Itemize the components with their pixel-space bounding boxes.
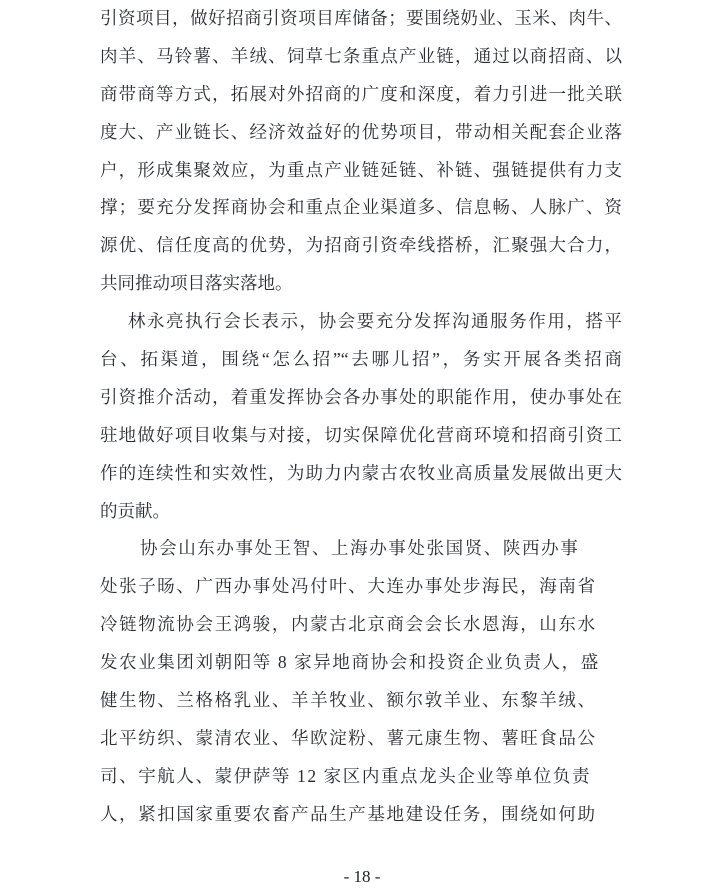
text-line: 作的连续性和实效性，为助力内蒙古农牧业高质量发展做出更大 [100,462,622,483]
text-line: 发农业集团刘朝阳等 8 家异地商协会和投资企业负责人，盛 [100,652,600,673]
text-line: 健生物、兰格格乳业、羊羊牧业、额尔敦羊业、东黎羊绒、 [100,690,597,711]
text-line: 户，形成集聚效应，为重点产业链延链、补链、强链提供有力支 [100,159,622,180]
paragraph-2 [100,303,622,530]
text-line: 北平纺织、蒙清农业、华欧淀粉、薯元康生物、薯旺食品公 [100,727,597,748]
text-line: 引资项目，做好招商引资项目库储备；要围绕奶业、玉米、肉牛、 [100,8,622,28]
text-line: 冷链物流协会王鸿骏，内蒙古北京商会会长水恩海，山东水 [100,614,597,635]
paragraph-1 [100,0,622,303]
page-number: - 18 - [343,867,381,886]
text-line: 处张子旸、广西办事处冯付叶、大连办事处步海民，海南省 [100,576,597,597]
paragraph-3 [100,530,622,833]
document-body [100,0,622,834]
page-footer [0,866,724,888]
text-line: 的贡献。 [100,500,170,521]
text-line: 林永亮执行会长表示，协会要充分发挥沟通服务作用，搭平 [128,311,622,332]
text-line: 撑；要充分发挥商协会和重点企业渠道多、信息畅、人脉广、资 [100,197,622,218]
text-line: 人，紧扣国家重要农畜产品生产基地建设任务，围绕如何助 [100,803,597,824]
text-line: 肉羊、马铃薯、羊绒、饲草七条重点产业链，通过以商招商、以 [100,45,622,66]
text-line: 驻地做好项目收集与对接，切实保障优化营商环境和招商引资工 [100,424,622,445]
text-line: 商带商等方式，拓展对外招商的广度和深度，着力引进一批关联 [100,83,622,104]
text-line: 共同推动项目落实落地。 [100,273,293,294]
text-line: 协会山东办事处王智、上海办事处张国贤、陕西办事 [140,538,580,559]
text-line: 台、拓渠道，围绕“怎么招”“去哪儿招”，务实开展各类招商 [100,349,622,370]
text-line: 度大、产业链长、经济效益好的优势项目，带动相关配套企业落 [100,121,622,142]
text-line: 司、宇航人、蒙伊萨等 12 家区内重点龙头企业等单位负责 [100,765,592,786]
text-line: 源优、信任度高的优势，为招商引资牵线搭桥，汇聚强大合力， [100,235,622,256]
text-line: 引资推介活动，着重发挥协会各办事处的职能作用，使办事处在 [100,386,622,407]
